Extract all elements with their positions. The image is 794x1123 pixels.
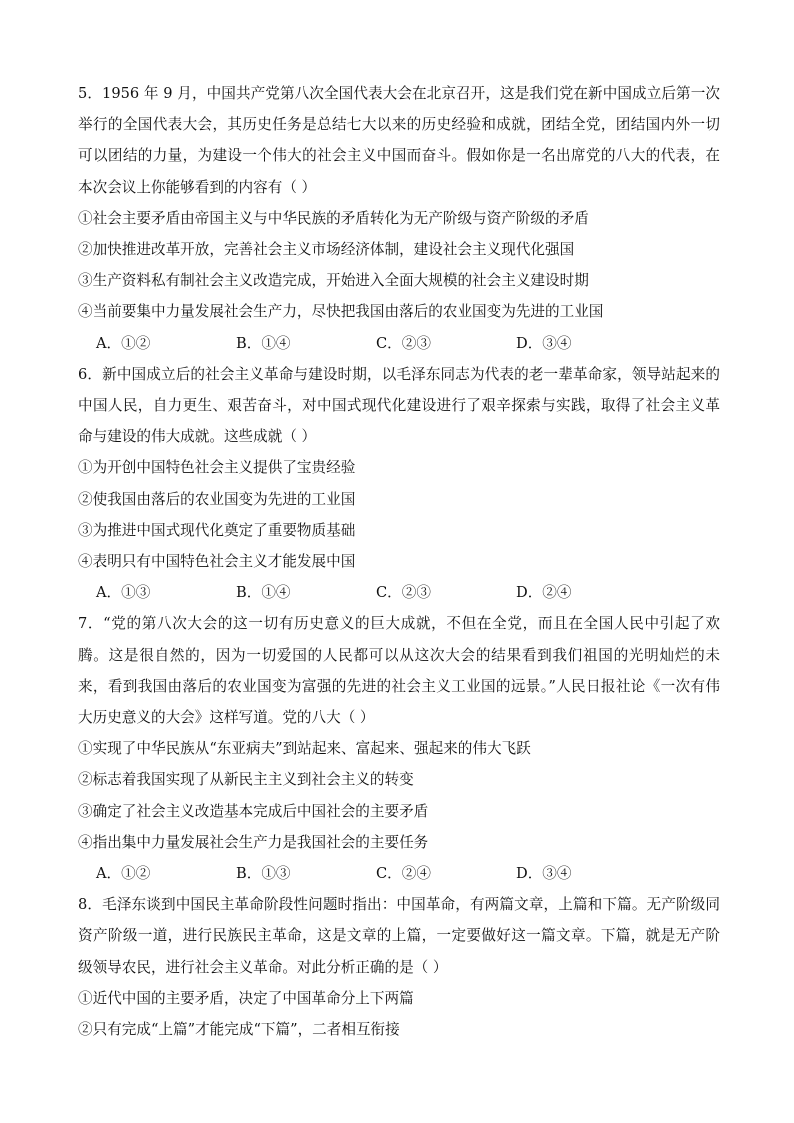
statement-2: ②加快推进改革开放，完善社会主义市场经济体制，建设社会主义现代化强国 — [78, 241, 575, 259]
choice-c[interactable]: C．②③ — [376, 584, 431, 602]
statement-4: ④表明只有中国特色社会主义才能发展中国 — [78, 553, 356, 571]
choice-a[interactable]: A．①③ — [96, 584, 151, 602]
question-6 — [78, 359, 720, 609]
choice-b[interactable]: B．①④ — [236, 334, 291, 352]
statement-1: ①近代中国的主要矛盾，决定了中国革命分上下两篇 — [78, 989, 414, 1007]
choice-a[interactable]: A．①② — [96, 334, 151, 352]
statement-1: ①社会主要矛盾由帝国主义与中华民族的矛盾转化为无产阶级与资产阶级的矛盾 — [78, 209, 589, 227]
statement-3: ③为推进中国式现代化奠定了重要物质基础 — [78, 521, 356, 539]
choice-b[interactable]: B．①④ — [236, 584, 291, 602]
statement-2: ②标志着我国实现了从新民主主义到社会主义的转变 — [78, 771, 414, 789]
answer-choices — [78, 328, 720, 359]
statement-3: ③生产资料私有制社会主义改造完成，开始进入全面大规模的社会主义建设时期 — [78, 272, 589, 290]
question-stem: 8．毛泽东谈到中国民主革命阶段性问题时指出：中国革命，有两篇文章，上篇和下篇。无产阶级同资产阶级一道，进行民族民主革命，这是文章的上篇，一定要做好这一篇文章。下篇，就是无产阶级领导农民，进行社会主义革命。对此分析正确的是（ ） — [78, 896, 720, 976]
question-stem: 7．“党的第八次大会的这一切有历史意义的巨大成就，不但在全党，而且在全国人民中引起了欢腾。这是很自然的，因为一切爱国的人民都可以从这次大会的结果看到我们祖国的光明灿烂的未来，看到我国由落后的农业国变为富强的先进的社会主义工业国的远景。”人民日报社论《一次有伟大历史意义的大会》这样写道。党的八大（ ） — [78, 615, 720, 727]
question-stem: 5．1956 年 9 月，中国共产党第八次全国代表大会在北京召开，这是我们党在新中国成立后第一次举行的全国代表大会，其历史任务是总结七大以来的历史经验和成就，团结全党，团结国内外一切可以团结的力量，为建设一个伟大的社会主义中国而奋斗。假如你是一名出席党的八大的代表，在本次会议上你能够看到的内容有（ ） — [78, 85, 720, 196]
question-5 — [78, 78, 720, 359]
statement-4: ④指出集中力量发展社会生产力是我国社会的主要任务 — [78, 833, 429, 851]
choice-a[interactable]: A．①② — [96, 865, 151, 883]
statement-4: ④当前要集中力量发展社会生产力，尽快把我国由落后的农业国变为先进的工业国 — [78, 303, 604, 321]
choice-c[interactable]: C．②④ — [376, 865, 431, 883]
statement-1: ①为开创中国特色社会主义提供了宝贵经验 — [78, 459, 356, 477]
answer-choices — [78, 577, 720, 608]
statement-3: ③确定了社会主义改造基本完成后中国社会的主要矛盾 — [78, 802, 429, 820]
question-7 — [78, 608, 720, 889]
statement-1: ①实现了中华民族从“东亚病夫”到站起来、富起来、强起来的伟大飞跃 — [78, 740, 531, 758]
statement-2: ②使我国由落后的农业国变为先进的工业国 — [78, 490, 356, 508]
choice-b[interactable]: B．①③ — [236, 865, 291, 883]
choice-d[interactable]: D．②④ — [516, 584, 572, 602]
question-stem: 6．新中国成立后的社会主义革命与建设时期，以毛泽东同志为代表的老一辈革命家，领导站起来的中国人民，自力更生、艰苦奋斗，对中国式现代化建设进行了艰辛探索与实践，取得了社会主义革命与建设的伟大成就。这些成就（ ） — [78, 365, 720, 446]
answer-choices — [78, 858, 720, 889]
choice-c[interactable]: C．②③ — [376, 334, 431, 352]
question-8 — [78, 889, 720, 1045]
choice-d[interactable]: D．③④ — [516, 334, 572, 352]
choice-d[interactable]: D．③④ — [516, 865, 572, 883]
statement-2: ②只有完成“上篇”才能完成“下篇”，二者相互衔接 — [78, 1021, 400, 1039]
